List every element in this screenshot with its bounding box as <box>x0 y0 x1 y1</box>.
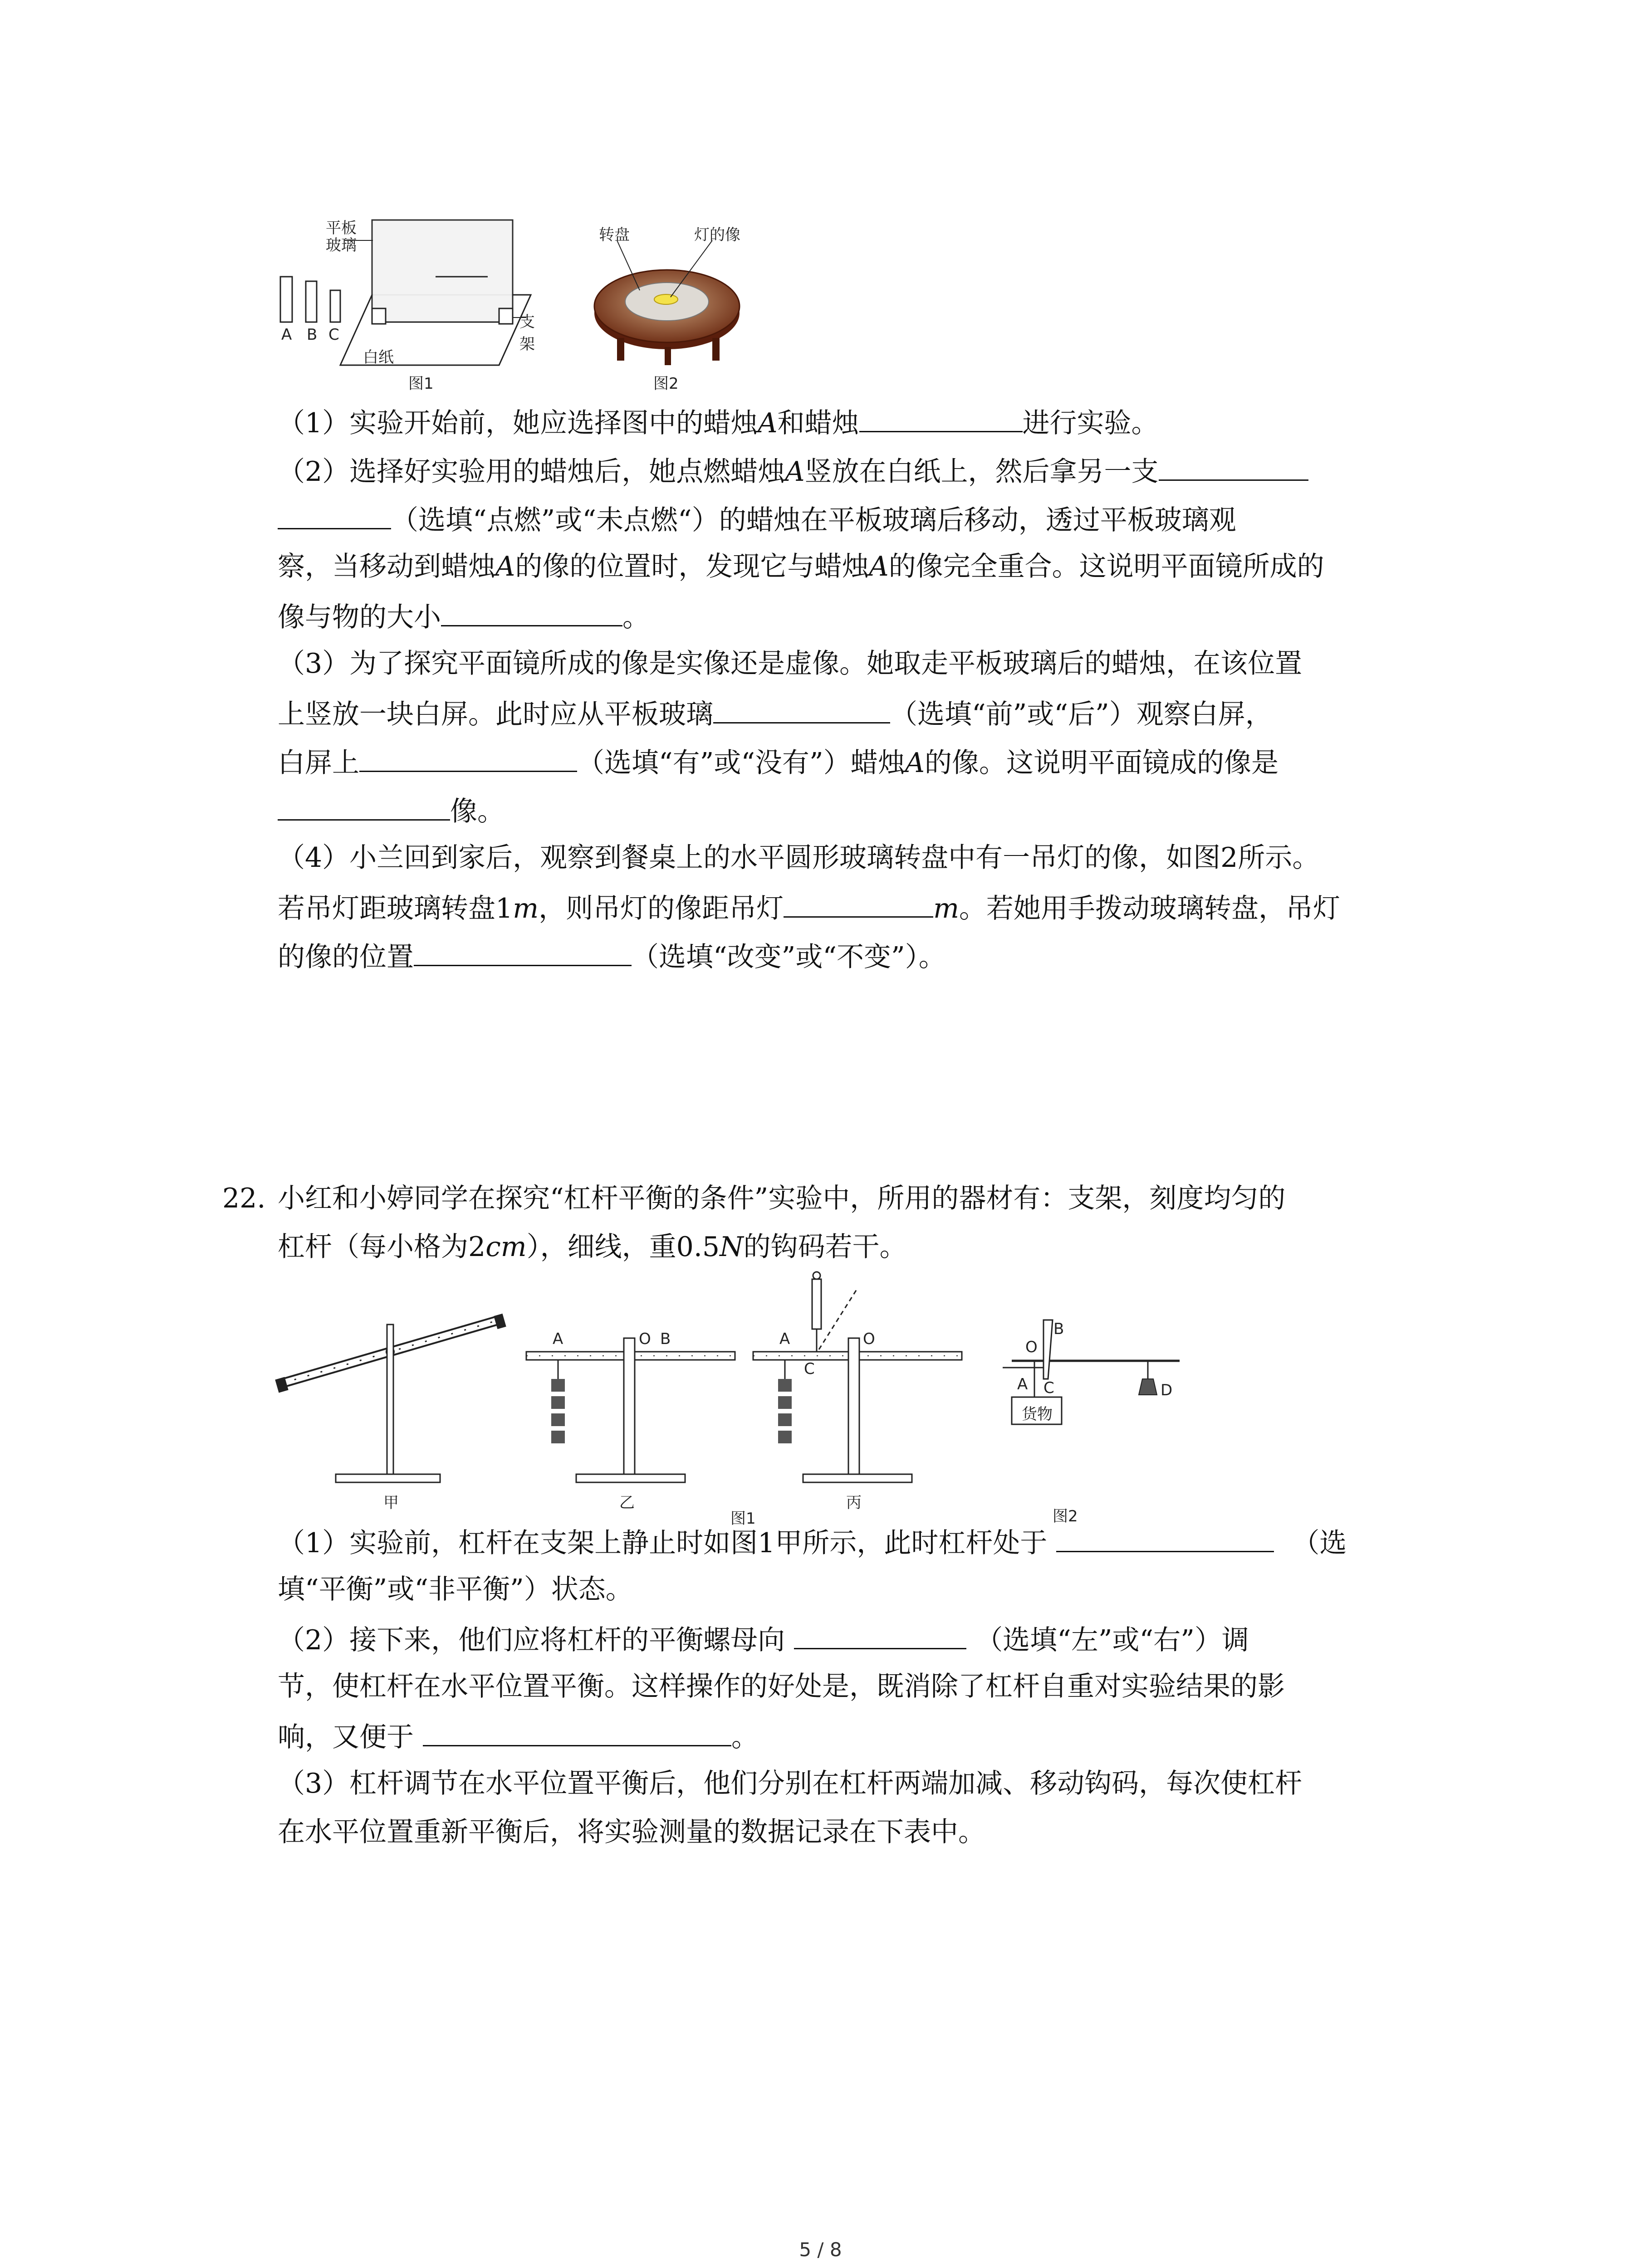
q22-intro-unit: cm <box>485 1231 527 1263</box>
stand-label: 支架 <box>519 313 535 353</box>
lever-yi <box>526 1338 735 1482</box>
figure-turntable <box>590 222 762 395</box>
q21-part4-line3 <box>278 937 1641 975</box>
q21-p1-text-c: 进行实验。 <box>1022 407 1159 439</box>
letter-fig2-c: C <box>1043 1379 1054 1397</box>
q22-p2-text-b: （选填“左”或“右”）调 <box>975 1624 1249 1656</box>
cargo-label: 货物 <box>1022 1405 1053 1423</box>
q21-p4-text-f: （选填“改变”或“不变”）。 <box>632 941 946 973</box>
q21-part2-line4 <box>278 597 1641 635</box>
q21-p2-blank-2[interactable] <box>441 597 622 626</box>
lever-bing <box>753 1272 962 1482</box>
q22-part2-line2 <box>278 1668 1641 1705</box>
q21-p3-text-d: 白屏上 <box>278 747 359 779</box>
candle-label-c: C <box>328 326 339 344</box>
q21-part4-line2 <box>278 888 1641 927</box>
q21-p4-text-d: 。若她用手拨动玻璃转盘，吊灯 <box>959 893 1340 924</box>
label-bing: 丙 <box>846 1494 862 1512</box>
letter-fig2-b: B <box>1053 1320 1064 1338</box>
q21-p2-text-b: 竖放在白纸上，然后拿另一支 <box>804 456 1159 488</box>
letter-fig2-o: O <box>1025 1338 1038 1356</box>
letter-bing-o: O <box>863 1330 875 1348</box>
q22-p1-text-b: （选 <box>1292 1527 1347 1559</box>
turntable-label: 转盘 <box>599 226 630 244</box>
q21-p2-text-e: 的像的位置时，发现它与蜡烛 <box>515 551 869 582</box>
q22-part3-line1 <box>278 1765 1641 1802</box>
q22-intro-line1 <box>222 1180 1641 1217</box>
q22-part3-line2 <box>278 1814 1641 1850</box>
q22-intro-b: 杠杆（每小格为2 <box>278 1231 486 1263</box>
q21-p3-text-a: （3）为了探究平面镜所成的像是实像还是虚像。她取走平板玻璃后的蜡烛，在该位置 <box>278 648 1303 679</box>
q21-part3-line2 <box>278 694 1641 733</box>
q21-p4-text-e: 的像的位置 <box>278 941 414 973</box>
q21-p3-text-f: 的像。这说明平面镜成的像是 <box>925 747 1279 779</box>
label-jia: 甲 <box>383 1494 399 1512</box>
q22-p2-text-e: 。 <box>731 1721 759 1753</box>
q21-part3-line1 <box>278 645 1641 682</box>
q21-p4-blank-2[interactable] <box>414 937 632 966</box>
q22-part2-line3 <box>278 1717 1641 1755</box>
q21-p3-text-b: 上竖放一块白屏。此时应从平板玻璃 <box>278 699 713 730</box>
q21-p2-text-g: 像与物的大小 <box>278 601 441 633</box>
q21-p4-text-a: （4）小兰回到家后，观察到餐桌上的水平圆形玻璃转盘中有一吊灯的像，如图2所示。 <box>278 842 1320 874</box>
q21-p1-text-a: （1）实验开始前，她应选择图中的蜡烛 <box>278 407 758 439</box>
q22-p2-text-a: （2）接下来，他们应将杠杆的平衡螺母向 <box>278 1624 785 1656</box>
fig2-caption: 图2 <box>653 375 679 393</box>
label-yi: 乙 <box>619 1494 635 1512</box>
letter-fig2-d: D <box>1161 1381 1173 1399</box>
q21-part2-line2 <box>278 500 1641 538</box>
q21-p4-unit: m <box>513 893 539 924</box>
q22-part1-line2 <box>278 1571 1641 1608</box>
q21-p3-text-c: （选填“前”或“后”）观察白屏， <box>890 699 1273 730</box>
q22-part1-line1 <box>278 1523 1641 1561</box>
letter-yi-b: B <box>660 1330 671 1348</box>
q22-p2-text-d: 响，又便于 <box>278 1721 414 1753</box>
q22-p1-text-a: （1）实验前，杠杆在支架上静止时如图1甲所示，此时杠杆处于 <box>278 1527 1048 1559</box>
q22-intro-d: 的钩码若干。 <box>743 1231 907 1263</box>
q21-part3-line4 <box>278 791 1641 830</box>
page-number: 5 / 8 <box>799 2239 842 2261</box>
q22-intro-line2 <box>278 1229 1641 1265</box>
q21-p4-unit2: m <box>933 893 959 924</box>
q21-p3-text-e: （选填“有”或“没有”）蜡烛 <box>577 747 905 779</box>
figure-plane-mirror-setup <box>272 213 535 395</box>
figure-lever-setups <box>272 1270 1225 1528</box>
q22-intro-c: ），细线，重0.5 <box>526 1231 720 1263</box>
q21-p4-text-c: ，则吊灯的像距吊灯 <box>539 893 784 924</box>
q21-p3-blank-2[interactable] <box>359 743 577 772</box>
q21-p2-text-c: （选填“点燃”或“未点燃“）的蜡烛在平板玻璃后移动，透过平板玻璃观 <box>391 504 1236 536</box>
q21-part1 <box>278 403 1641 441</box>
q22-p2-blank-2[interactable] <box>423 1717 731 1746</box>
letter-fig2-a: A <box>1017 1375 1028 1393</box>
q22-intro-a: 小红和小婷同学在探究“杠杆平衡的条件”实验中，所用的器材有：支架，刻度均匀的 <box>278 1183 1286 1214</box>
q21-p2-var: A <box>785 456 805 488</box>
q21-p2-text-h: 。 <box>622 601 650 633</box>
candle-label-b: B <box>307 326 318 344</box>
q21-p3-blank-3[interactable] <box>278 791 450 821</box>
q21-p1-text-b: 和蜡烛 <box>777 407 859 439</box>
q21-p4-text-b: 若吊灯距玻璃转盘1 <box>278 893 513 924</box>
letter-bing-c: C <box>804 1360 815 1378</box>
q21-p4-blank-1[interactable] <box>784 888 933 918</box>
lamp-image-label: 灯的像 <box>694 226 740 244</box>
q21-p2-var2: A <box>495 551 515 582</box>
q22-intro-unit2: N <box>720 1231 744 1263</box>
q21-p2-var3: A <box>869 551 889 582</box>
q22-p2-blank-1[interactable] <box>794 1620 966 1649</box>
paper-label: 白纸 <box>363 348 394 367</box>
q21-p3-blank-1[interactable] <box>713 694 890 723</box>
q22-p2-text-c: 节，使杠杆在水平位置平衡。这样操作的好处是，既消除了杠杆自重对实验结果的影 <box>278 1671 1285 1702</box>
q22-p3-text-a: （3）杠杆调节在水平位置平衡后，他们分别在杠杆两端加减、移动钩码，每次使杠杆 <box>278 1768 1303 1799</box>
q21-p1-var: A <box>758 407 778 439</box>
letter-bing-a: A <box>779 1330 790 1348</box>
q22-part2-line1 <box>278 1620 1641 1658</box>
letter-yi-a: A <box>553 1330 563 1348</box>
q21-p3-var: A <box>905 747 925 779</box>
lever-jia <box>275 1314 506 1482</box>
q21-part2-line1 <box>278 451 1641 490</box>
caption-lever-fig1: 图1 <box>730 1510 756 1528</box>
glass-label: 平板玻璃 <box>326 219 357 254</box>
q22-p3-text-b: 在水平位置重新平衡后，将实验测量的数据记录在下表中。 <box>278 1816 985 1848</box>
letter-yi-o: O <box>639 1330 651 1348</box>
q21-p2-text-a: （2）选择好实验用的蜡烛后，她点燃蜡烛 <box>278 456 785 488</box>
candle-label-a: A <box>281 326 292 344</box>
q21-p2-text-f: 的像完全重合。这说明平面镜所成的 <box>888 551 1324 582</box>
q22-number: 22. <box>222 1183 266 1214</box>
q21-p2-blank-1a[interactable] <box>1159 451 1308 481</box>
q21-p3-text-g: 像。 <box>450 796 505 827</box>
q22-p1-blank[interactable] <box>1056 1523 1274 1552</box>
caption-lever-fig2: 图2 <box>1053 1507 1078 1525</box>
q21-p2-text-d: 察，当移动到蜡烛 <box>278 551 495 582</box>
fig1-caption: 图1 <box>408 375 434 393</box>
q21-part3-line3 <box>278 743 1641 781</box>
q21-part4-line1 <box>278 840 1641 876</box>
q22-p1-text-c: 填“平衡”或“非平衡”）状态。 <box>278 1574 633 1605</box>
q21-p2-blank-1b[interactable] <box>278 500 391 529</box>
q21-part2-line3 <box>278 548 1641 585</box>
q21-p1-blank[interactable] <box>859 403 1023 432</box>
